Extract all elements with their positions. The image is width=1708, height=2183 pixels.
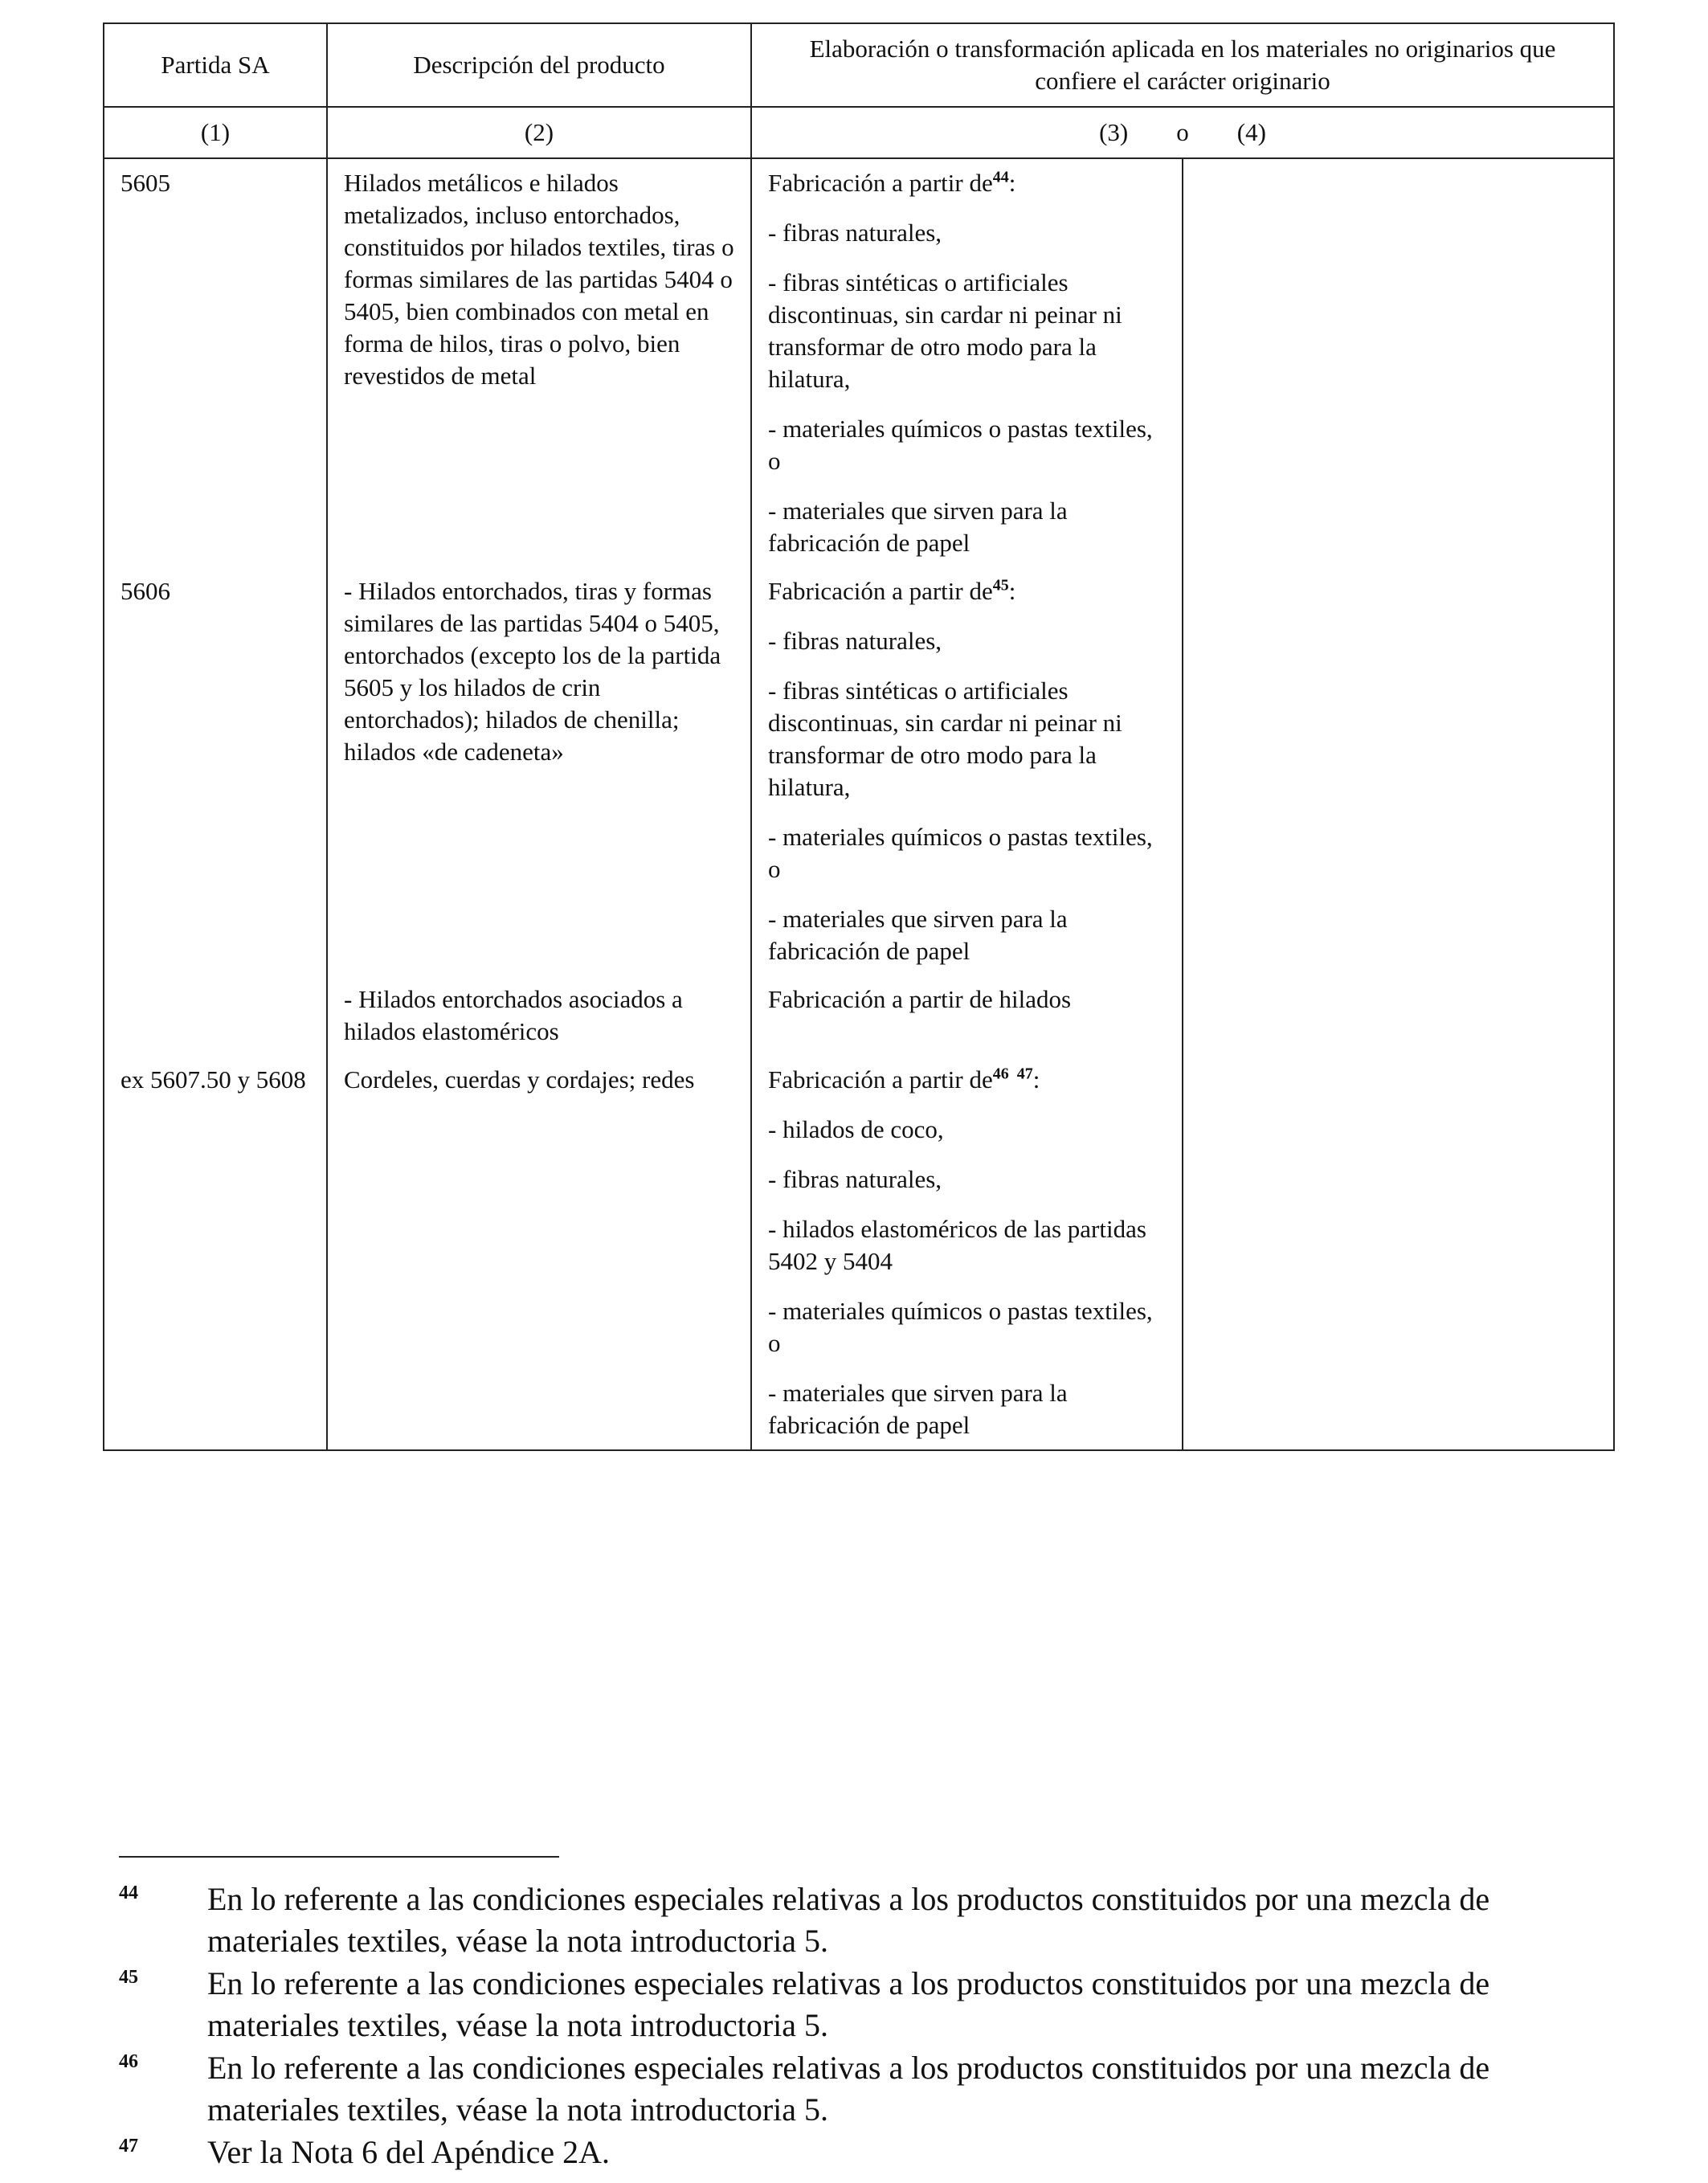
column-number-3: (3) (1099, 118, 1129, 146)
alt-rule-cell (1183, 158, 1614, 567)
footnote-text: En lo referente a las condiciones especiales relativas a los productos constituidos por una mezcla de materiales textiles, véase la nota introductoria 5. (207, 1881, 1490, 1959)
column-number-3-4 (751, 107, 1614, 158)
footnote-ref: 44 (992, 168, 1009, 186)
rule-item: - materiales químicos o pastas textiles, o (768, 823, 1153, 883)
rule-item: - hilados de coco, (768, 1115, 944, 1143)
footnote-text: En lo referente a las condiciones especiales relativas a los productos constituidos por una mezcla de materiales textiles, véase la nota introductoria 5. (207, 2050, 1490, 2128)
rule-item: - fibras sintéticas o artificiales discontinuas, sin cardar ni peinar ni transformar de otro modo para la hilatura, (768, 677, 1122, 801)
rule-item: - fibras naturales, (768, 1165, 942, 1193)
alt-rule-cell (1183, 975, 1614, 1056)
rule-cell (751, 567, 1183, 975)
footnote-separator (119, 1856, 559, 1858)
footnote-text: Ver la Nota 6 del Apéndice 2A. (207, 2134, 610, 2170)
table-row (104, 975, 1614, 1056)
column-number-2: (2) (327, 107, 751, 158)
rule-intro: Fabricación a partir de$^{46 47}$: (768, 1065, 1040, 1094)
header-partida-sa: Partida SA (104, 23, 327, 107)
footnote-ref: 46 47 (992, 1065, 1033, 1083)
rule-item: - hilados elastoméricos de las partidas 5402 y 5404 (768, 1215, 1146, 1275)
code-cell: 5605 (104, 158, 327, 567)
table-row (104, 1056, 1614, 1450)
footnote-mark: 47 (119, 2136, 138, 2156)
rule-intro: Fabricación a partir de$^{45}$: (768, 576, 1016, 605)
table-row (104, 567, 1614, 975)
rule-item: - materiales que sirven para la fabricación de papel (768, 1379, 1068, 1439)
rule-item: - materiales que sirven para la fabricación de papel (768, 497, 1068, 557)
footnote-text: En lo referente a las condiciones especiales relativas a los productos constituidos por una mezcla de materiales textiles, véase la nota introductoria 5. (207, 1965, 1490, 2043)
code-cell: 5606 (104, 567, 327, 975)
description-cell: - Hilados entorchados asociados a hilados elastoméricos (327, 975, 751, 1056)
rule-cell (751, 1056, 1183, 1450)
column-number-row (104, 107, 1614, 158)
rule-item: - materiales químicos o pastas textiles, o (768, 1297, 1153, 1357)
rule-item: - fibras naturales, (768, 219, 942, 247)
alt-rule-cell (1183, 567, 1614, 975)
footnote-ref: 45 (992, 576, 1009, 595)
description-cell: Hilados metálicos e hilados metalizados, incluso entorchados, constituidos por hilados textiles, tiras o formas similares de las partidas 5404 o 5405, bien combinados con metal en forma de hilos, tiras o polvo, bien revestidos de metal (327, 158, 751, 567)
rule-item: - materiales que sirven para la fabricación de papel (768, 905, 1068, 965)
footnote-mark: 45 (119, 1967, 138, 1988)
code-cell (104, 975, 327, 1056)
rule-cell (751, 158, 1183, 567)
header-descripcion: Descripción del producto (327, 23, 751, 107)
rule-item: - fibras sintéticas o artificiales discontinuas, sin cardar ni peinar ni transformar de otro modo para la hilatura, (768, 268, 1122, 393)
footnote-mark: 46 (119, 2051, 138, 2072)
rule-cell (751, 975, 1183, 1056)
footnote-mark: 44 (119, 1883, 138, 1903)
rule-intro: Fabricación a partir de$^{44}$: (768, 168, 1016, 197)
table-row (104, 158, 1614, 567)
code-cell: ex 5607.50 y 5608 (104, 1056, 327, 1450)
table-header-row (104, 23, 1614, 107)
description-cell: - Hilados entorchados, tiras y formas similares de las partidas 5404 o 5405, entorchados (excepto los de la partida 5605 y los hilados de crin entorchados); hilados de chenilla; hilados «de cadeneta» (327, 567, 751, 975)
rule-intro: Fabricación a partir de hilados (768, 985, 1072, 1013)
column-number-1: (1) (104, 107, 327, 158)
origin-rules-table (103, 22, 1615, 1451)
column-number-or: o (1176, 118, 1189, 146)
header-elaboracion: Elaboración o transformación aplicada en los materiales no originarios que confiere el carácter originario (751, 23, 1614, 107)
rule-item: - materiales químicos o pastas textiles, o (768, 415, 1153, 475)
alt-rule-cell (1183, 1056, 1614, 1450)
description-cell: Cordeles, cuerdas y cordajes; redes (327, 1056, 751, 1450)
column-number-4: (4) (1236, 118, 1266, 146)
rule-item: - fibras naturales, (768, 627, 942, 655)
